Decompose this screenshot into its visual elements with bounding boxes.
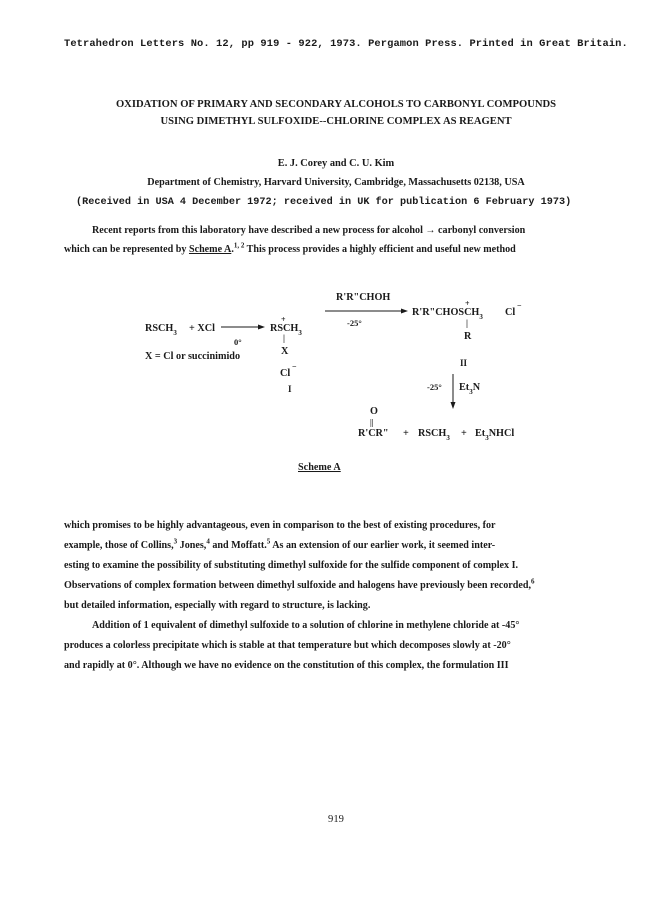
intro-text: which can be represented by xyxy=(64,244,189,255)
arrow-3-temperature: -25° xyxy=(427,382,442,392)
arrowhead-3 xyxy=(451,402,456,409)
compound-label-ii: II xyxy=(460,358,468,368)
article-title-line-2: USING DIMETHYL SULFOXIDE--CHLORINE COMPLEX AS REAGENT xyxy=(160,116,512,127)
affiliation: Department of Chemistry, Harvard University, Cambridge, Massachusetts 02138, USA xyxy=(147,177,525,188)
received-dates: (Received in USA 4 December 1972; received in UK for publication 6 February 1973) xyxy=(76,197,572,208)
journal-citation: Tetrahedron Letters No. 12, pp 919 - 922, 1973. Pergamon Press. Printed in Great Britain. xyxy=(64,38,628,50)
alcohol-reagent: R'R"CHOH xyxy=(336,292,391,303)
intro-period: . xyxy=(231,244,234,255)
intermediate-i-charge: + xyxy=(281,315,286,324)
chloride-charge-ii: − xyxy=(517,301,522,310)
intro-line-1: Recent reports from this laboratory have described a new process for alcohol → carbonyl conversion xyxy=(92,225,526,236)
intermediate-i: $RSCH_3$ xyxy=(270,323,302,337)
article-title-line-1: OXIDATION OF PRIMARY AND SECONDARY ALCOHOLS TO CARBONYL COMPOUNDS xyxy=(115,99,557,110)
scheme-reference: Scheme A xyxy=(188,244,232,255)
compound-label-i: I xyxy=(288,384,292,394)
triethylamine: $Et_3N$ xyxy=(459,382,481,396)
product-plus-1: + xyxy=(403,428,409,439)
reactant-xcl: + XCl xyxy=(189,323,215,334)
body-line-4 xyxy=(64,577,535,591)
intermediate-ii: $R'R"CHOSCH_3$ xyxy=(412,307,483,321)
body-text: Jones, xyxy=(177,540,207,551)
body-line-3: esting to examine the possibility of substituting dimethyl sulfoxide for the sulfide component of complex I. xyxy=(64,560,519,571)
reference-3: 3 xyxy=(173,537,178,546)
intermediate-ii-charge: + xyxy=(465,299,470,308)
authors: E. J. Corey and C. U. Kim xyxy=(277,158,395,169)
body-text: Observations of complex formation between dimethyl sulfoxide and halogens have previously been recorded, xyxy=(64,580,532,591)
intermediate-i-x: X xyxy=(281,346,289,357)
body-line-6: Addition of 1 equivalent of dimethyl sulfoxide to a solution of chlorine in methylene chloride at -45° xyxy=(92,620,520,631)
body-line-2 xyxy=(64,537,496,551)
body-line-5: but detailed information, especially with regard to structure, is lacking. xyxy=(64,600,371,611)
intro-text-continued: This process provides a highly efficient and useful new method xyxy=(244,244,516,255)
page-number: 919 xyxy=(328,814,344,825)
body-line-1: which promises to be highly advantageous, even in comparison to the best of existing procedures, for xyxy=(64,520,496,531)
intermediate-ii-chloride: Cl xyxy=(505,307,516,318)
product-double-bond: || xyxy=(370,418,374,427)
intermediate-ii-bond: | xyxy=(466,318,468,328)
product-carbonyl: R'CR" xyxy=(358,428,389,439)
reference-4: 4 xyxy=(206,537,210,546)
scheme-caption: Scheme A xyxy=(298,462,341,473)
body-text: As an extension of our earlier work, it seemed inter- xyxy=(270,540,496,551)
product-sulfide: $RSCH_3$ xyxy=(418,428,450,442)
intermediate-i-bond: | xyxy=(283,333,285,343)
reference-6: 6 xyxy=(531,577,535,586)
body-line-8: and rapidly at 0°. Although we have no evidence on the constitution of this complex, the formulation III xyxy=(64,660,509,671)
intermediate-ii-r: R xyxy=(464,331,472,342)
reference-5: 5 xyxy=(266,537,271,546)
arrowhead-1 xyxy=(258,325,265,330)
body-line-7: produces a colorless precipitate which is stable at that temperature but which decomposes slowly at -20° xyxy=(64,640,511,651)
reference-superscript: 1, 2 xyxy=(233,241,245,250)
product-plus-2: + xyxy=(461,428,467,439)
arrow-2-temperature: -25° xyxy=(347,318,362,328)
chloride-charge-i: − xyxy=(292,362,297,371)
product-carbonyl-oxygen: O xyxy=(370,406,378,417)
body-text: and Moffatt. xyxy=(209,540,267,551)
arrowhead-2 xyxy=(401,309,408,314)
arrow-1-temperature: 0° xyxy=(234,337,242,347)
reactant-rsch3: $RSCH_3$ xyxy=(145,323,177,337)
body-text: example, those of Collins, xyxy=(64,540,174,551)
intermediate-i-chloride: Cl xyxy=(280,368,291,379)
product-ammonium-salt: $Et_3NHCl$ xyxy=(475,428,515,442)
x-definition: X = Cl or succinimido xyxy=(145,351,241,362)
